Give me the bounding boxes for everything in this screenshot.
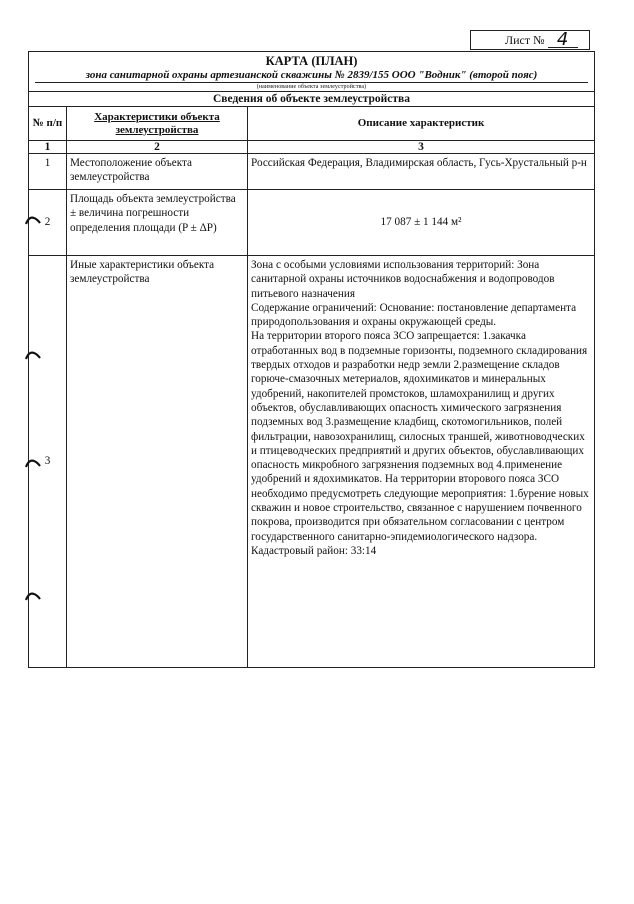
row-name: Площадь объекта землеустройства ± величина погрешности определения площади (P ± ΔP) [67, 190, 248, 256]
col-number-2: 2 [67, 141, 248, 154]
col-header-num: № п/п [29, 107, 67, 141]
value-paragraph: Кадастровый район: 33:14 [251, 544, 377, 557]
section-title: Сведения об объекте землеустройства [29, 92, 595, 107]
land-object-table [28, 51, 595, 668]
col-number-3: 3 [248, 141, 595, 154]
row-num-text: 3 [44, 455, 51, 468]
document-title: КАРТА (ПЛАН) [265, 54, 358, 68]
value-paragraph: Зона с особыми условиями использования территорий: Зона санитарной охраны источников водоснабжения и водопроводов питьевого назначения [251, 259, 555, 300]
row-name: Иные характеристики объекта землеустройства [67, 256, 248, 668]
table-row [29, 190, 595, 256]
col-header-characteristics: Характеристики объекта землеустройства [67, 107, 248, 141]
document-caption: (наименование объекта землеустройства) [256, 84, 367, 90]
row-value: 17 087 ± 1 144 м² [248, 190, 595, 256]
checkmark-icon [25, 592, 45, 600]
row-value [248, 256, 595, 668]
checkmark-icon [25, 459, 45, 467]
value-paragraph: Содержание ограничений: Основание: постановление департамента природопользования и охраны окружающей среды. [251, 301, 577, 329]
document-subtitle: зона санитарной охраны артезианской скважины № 2839/155 ООО "Водник" (второй пояс) [35, 69, 588, 83]
checkmark-icon [25, 351, 45, 359]
row-num [29, 154, 67, 190]
table-row [29, 154, 595, 190]
row-num-text: 2 [44, 216, 51, 229]
table-row [29, 256, 595, 668]
col-header-description: Описание характеристик [248, 107, 595, 141]
sheet-label: Лист № [505, 32, 545, 47]
col-number-1: 1 [29, 141, 67, 154]
row-name: Местоположение объекта землеустройства [67, 154, 248, 190]
value-paragraph: На территории второго пояса ЗСО запрещается: 1.закачка отработанных вод в подземные горизонты, подземного складирования твердых отходов и разработки недр земли 2.размещение складов горюче-смазочных метериалов, ядохимикатов и минеральных удобрений, накопителей промстоков, шламохранилищ и других объектов, обуславливающих опасность химического загрязнения подземных вод 3.размещение кладбищ, скотомогильников, полей фильтрации, навозохранилищ, силосных траншей, животноводческих и птицеводческих предприятий и других объектов, обуславливающих опасность микробного загрязнения подземных вод 4.применение удобрений и ядохимикатов. На территории вторового пояса ЗСО необходимо предусмотреть следующие мероприятия: 1.бурение новых скважин и новое строительство, связанное с нарушением почвенного покрова, производится при обязательном согласовании с центром государственного санитарно-эпидемиологического надзора. [251, 330, 589, 543]
checkmark-icon [25, 216, 45, 224]
document-header [29, 52, 595, 92]
row-num-text: 1 [44, 157, 51, 169]
row-num [29, 256, 67, 668]
row-value: Российская Федерация, Владимирская область, Гусь-Хрустальный р-н [248, 154, 595, 190]
row-num [29, 190, 67, 256]
sheet-number: 4 [548, 33, 578, 48]
sheet-number-box [470, 30, 590, 50]
